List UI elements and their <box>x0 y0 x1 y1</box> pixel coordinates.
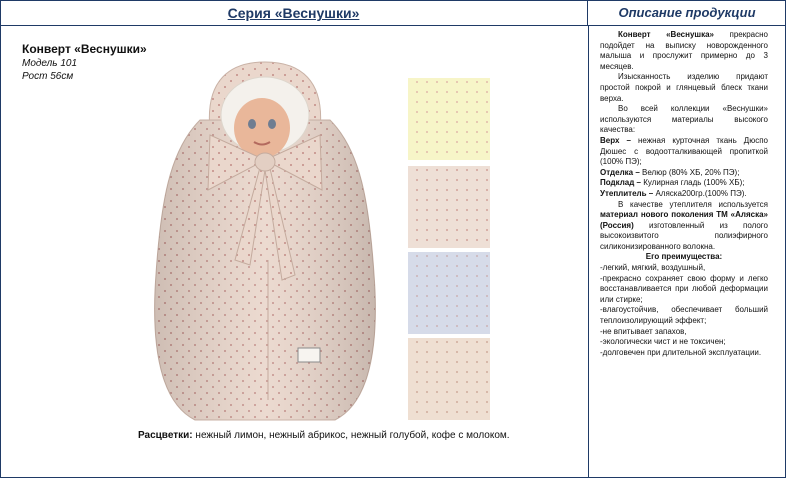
desc-trim-label: Отделка – <box>600 167 640 177</box>
product-height: Рост 56см <box>22 71 74 82</box>
desc-adv-6: -долговечен при длительной эксплуатации. <box>600 347 762 357</box>
desc-top-text: нежная курточная ткань Дюспо Дюшес с водоотталкивающей пропиткой (100% ПЭ); <box>600 135 768 167</box>
desc-top <box>600 136 768 168</box>
swatch-apricot <box>408 166 490 248</box>
series-title: Серия «Веснушки» <box>227 5 360 21</box>
product-model: Модель 101 <box>22 58 78 69</box>
desc-insulation <box>600 200 768 253</box>
desc-top-label: Верх – <box>600 135 631 145</box>
description-header <box>588 0 786 26</box>
swatch-coffee <box>408 338 490 420</box>
desc-insulation-text-b: изготовленный из полого высокоизвитого полиэфирного силиконизированного волокна. <box>600 220 768 251</box>
swatch-lemon <box>408 78 490 160</box>
desc-insulation-text-a: В качестве утеплителя используется <box>618 199 768 209</box>
desc-trim <box>600 168 768 179</box>
product-description <box>600 30 768 358</box>
desc-trim-text: Велюр (80% ХБ, 20% ПЭ); <box>639 167 740 177</box>
desc-adv-5: -экологически чист и не токсичен; <box>600 337 726 347</box>
envelope-product-image <box>150 60 380 425</box>
desc-lining-label: Подклад – <box>600 178 641 188</box>
desc-intro-text: прекрасно подойдет на выписку новорожденного малыша и прослужит примерно до 3 месяцев. <box>600 30 768 71</box>
desc-elegance: Изысканность изделию придают простой покрой и глянцевый блеск ткани верха. <box>600 72 768 103</box>
desc-filling-label: Утеплитель – <box>600 188 654 198</box>
series-header <box>0 0 588 26</box>
desc-lining <box>600 178 768 189</box>
description-title: Описание продукции <box>618 5 756 20</box>
product-name: Конверт «Веснушки» <box>22 42 147 56</box>
desc-adv-4: -не впитывает запахов, <box>600 326 687 336</box>
desc-intro <box>600 30 768 72</box>
colors-line <box>138 430 510 441</box>
desc-filling <box>600 189 768 200</box>
desc-adv-2: -прекрасно сохраняет свою форму и легко восстанавливается при любой деформации или стирке; <box>600 273 768 304</box>
desc-intro-bold: Конверт «Веснушка» <box>618 30 714 39</box>
desc-adv-1: -легкий, мягкий, воздушный, <box>600 263 706 273</box>
desc-lining-text: Кулирная гладь (100% ХБ); <box>641 178 745 188</box>
colors-list: нежный лимон, нежный абрикос, нежный голубой, кофе с молоком. <box>192 430 510 441</box>
desc-insulation-bold: материал нового поколения ТМ «Аляска» (Россия) <box>600 210 768 230</box>
desc-advantages-title: Его преимущества: <box>645 252 723 262</box>
desc-filling-text: Аляска200гр.(100% ПЭ). <box>653 188 747 198</box>
swatch-blue <box>408 252 490 334</box>
desc-collection: Во всей коллекции «Веснушки» используются материалы высокого качества: <box>600 104 768 135</box>
colors-label: Расцветки: <box>138 430 193 441</box>
desc-adv-3: -влагоустойчив, обеспечивает больший теплоизолирующий эффект; <box>600 305 768 326</box>
